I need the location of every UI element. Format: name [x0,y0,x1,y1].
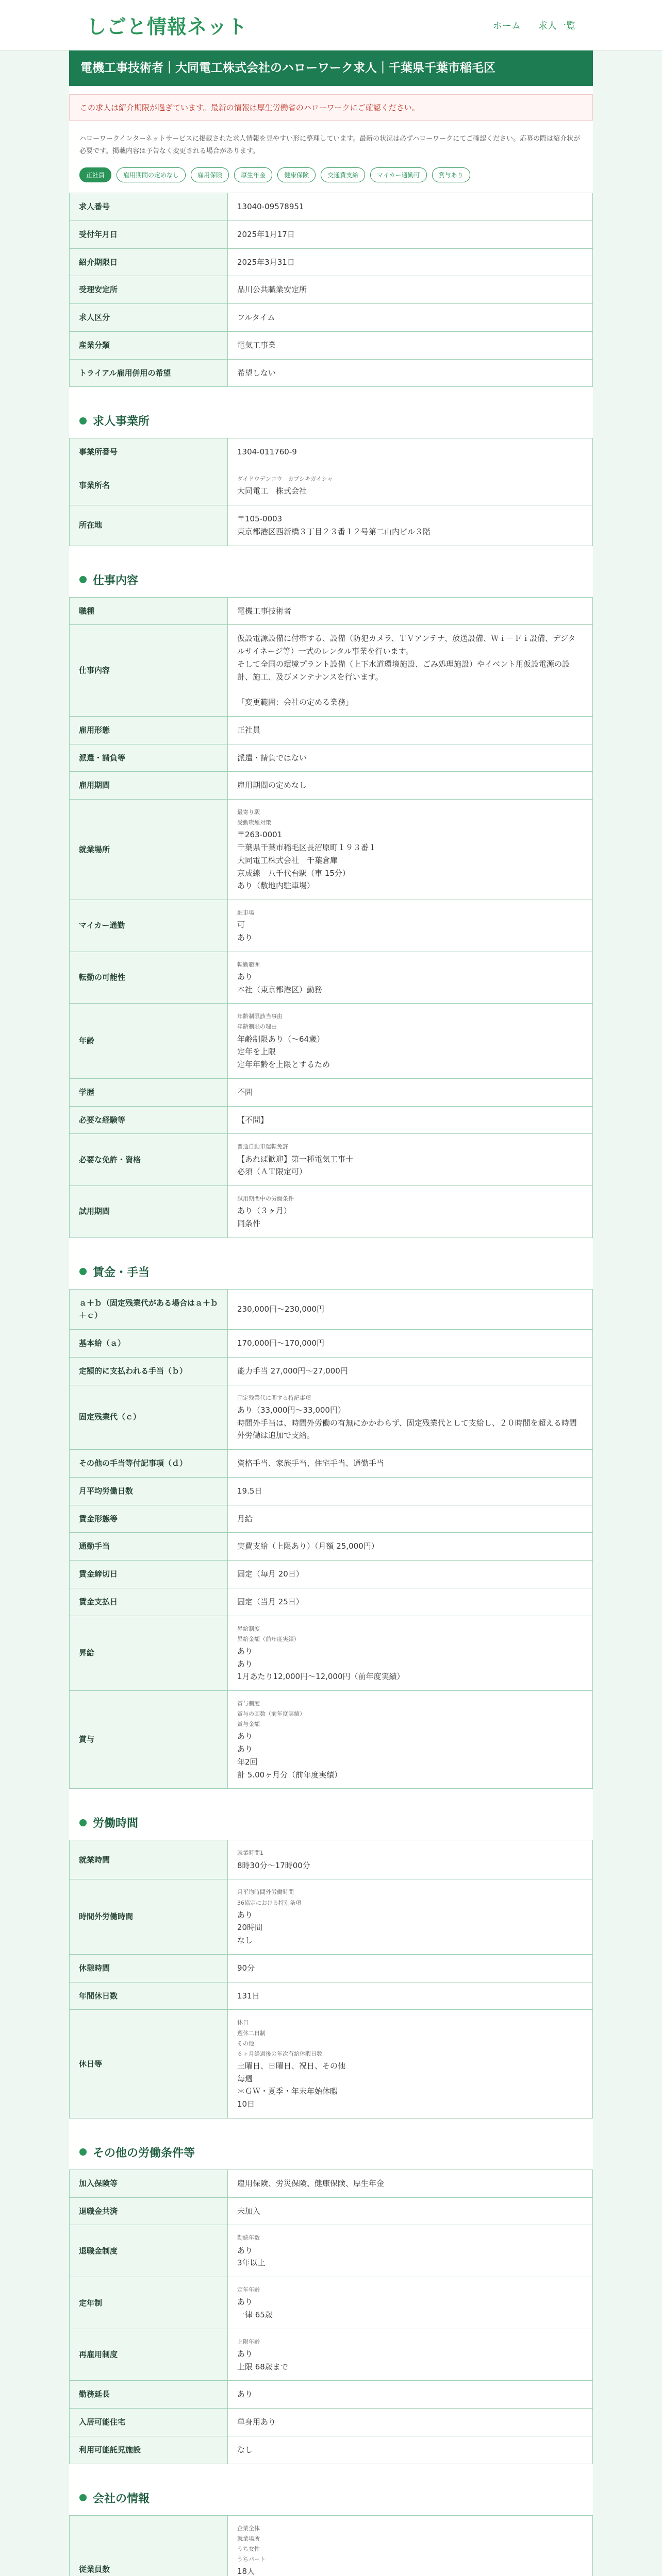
table-row [70,2409,593,2436]
row-value: 能力手当 27,000円〜27,000円 [228,1357,593,1385]
row-label: トライアル雇用併用の希望 [70,359,228,387]
detail-table [69,193,593,387]
bullet-dot-icon [79,2494,87,2501]
row-sublabel: 昇給金額（前年度実績） [237,1635,300,1642]
row-value: フルタイム [228,304,593,332]
table-row [70,359,593,387]
detail-table [69,2515,593,2576]
feature-tag: 雇用保険 [191,167,229,182]
table-row [70,1330,593,1358]
row-sublabel: 普通自動車運転免許 [237,1143,288,1150]
row-sublabel: うちパート [237,2556,266,2563]
bullet-dot-icon [79,1268,87,1275]
table-row [70,193,593,221]
section-heading [69,1252,593,1289]
row-label: 所在地 [70,505,228,546]
table-row [70,1385,593,1449]
section-heading [69,2479,593,2515]
table-row [70,1588,593,1616]
row-label: 紹介期限日 [70,248,228,276]
table-row [70,1691,593,1789]
row-label: 求人番号 [70,193,228,221]
row-value [228,1134,593,1186]
row-label: 求人区分 [70,304,228,332]
row-value [228,1004,593,1079]
row-label: 必要な経験等 [70,1106,228,1134]
row-label: 産業分類 [70,331,228,359]
row-value: 1304-011760-9 [228,438,593,466]
row-sublabel: 最寄り駅 [237,809,260,816]
row-sublabel: 受動喫煙対策 [237,819,271,826]
bullet-dot-icon [79,576,87,583]
row-value: 電気工事業 [228,331,593,359]
row-value-text: 土曜日、日曜日、祝日、その他 毎週 ＊ＧＷ・夏季・年末年始休暇 10日 [237,2061,346,2109]
feature-tag: 雇用期間の定めなし [117,167,186,182]
row-value [228,466,593,505]
table-row [70,2170,593,2197]
feature-tag: 健康保険 [277,167,316,182]
table-row [70,1616,593,1691]
row-sublabel: 36協定における特別条項 [237,1899,301,1906]
table-row [70,1505,593,1533]
nav-home-link[interactable]: ホーム [493,20,521,31]
table-row [70,2225,593,2277]
row-value: 131日 [228,1982,593,2010]
table-row [70,1477,593,1505]
row-value [228,2277,593,2329]
table-row [70,1954,593,1982]
row-sublabel: 定年年齢 [237,2286,260,2294]
table-row [70,248,593,276]
row-value: 希望しない [228,359,593,387]
table-row [70,1134,593,1186]
row-value: 230,000円〜230,000円 [228,1289,593,1330]
bullet-dot-icon [79,1819,87,1826]
table-row [70,276,593,304]
job-section [69,2133,593,2464]
row-label: 加入保険等 [70,2170,228,2197]
row-value: 未加入 [228,2197,593,2225]
row-value-text: あり 3年以上 [237,2245,266,2268]
row-label: 定額的に支払われる手当（ｂ） [70,1357,228,1385]
row-sublabel: 就業時間1 [237,1850,263,1857]
site-logo[interactable]: しごと情報ネット [87,15,248,38]
row-value [228,1879,593,1955]
row-label: マイカー通勤 [70,900,228,952]
row-value-text: 年齢制限あり（～64歳） 定年を上限 定年年齢を上限とするため [237,1034,330,1070]
job-section [69,1252,593,1789]
row-value: 2025年3月31日 [228,248,593,276]
row-label: 職種 [70,597,228,625]
row-value: 雇用保険、労災保険、健康保険、厚生年金 [228,2170,593,2197]
row-sublabel: 上限年齢 [237,2338,260,2345]
table-row [70,2197,593,2225]
row-label: 雇用形態 [70,716,228,744]
row-label: 退職金共済 [70,2197,228,2225]
row-sublabel: 勤続年数 [237,2234,260,2242]
table-row [70,1533,593,1561]
feature-tag: 厚生年金 [234,167,272,182]
row-sublabel: 賞与制度 [237,1700,260,1707]
table-row [70,2515,593,2576]
row-value [228,2515,593,2576]
row-value [228,900,593,952]
detail-table [69,1840,593,2118]
row-value-text: あり 20時間 なし [237,1910,263,1945]
section-title: その他の労働条件等 [93,2146,195,2160]
row-value: 〒105-0003 東京都港区西新橋３丁目２３番１２号第二山内ビル３階 [228,505,593,546]
row-value: 仮設電源設備に付帯する、設備（防犯カメラ、ＴＶアンテナ、放送設備、Ｗｉ－Ｆｉ設備、デジタルサイネージ等）一式のレンタル事業を行います。 そして全国の環境プラント設備（上下水道環境施設、ごみ処理施設）やイベント用仮設電源の設計、施工、及びメンテナンスを行います。 「変更範囲：会社の定める業務」 [228,625,593,717]
row-sublabel: 年齢制限該当事由 [237,1013,283,1020]
row-label: 賞与 [70,1691,228,1789]
row-label: 賃金支払日 [70,1588,228,1616]
row-label: 休日等 [70,2010,228,2119]
table-row [70,2381,593,2409]
row-label: 入居可能住宅 [70,2409,228,2436]
main-content [69,50,593,2576]
row-value: 170,000円〜170,000円 [228,1330,593,1358]
row-value-text: あり 上限 68歳まで [237,2349,288,2371]
table-row [70,466,593,505]
site-header [0,0,662,50]
row-value-text: 8時30分〜17時00分 [237,1860,310,1870]
row-value: 電機工事技術者 [228,597,593,625]
row-value: 資格手当、家族手当、住宅手当、通勤手当 [228,1450,593,1478]
table-row [70,2277,593,2329]
feature-tag: マイカー通勤可 [370,167,426,182]
table-row [70,331,593,359]
row-value [228,2010,593,2119]
table-row [70,1186,593,1238]
row-label: 基本給（ａ） [70,1330,228,1358]
row-value [228,1186,593,1238]
section-heading [69,561,593,597]
row-value-text: あり 一律 65歳 [237,2297,273,2319]
row-label: ａ＋ｂ（固定残業代がある場合はａ＋ｂ＋ｃ） [70,1289,228,1330]
row-value: 19.5日 [228,1477,593,1505]
row-value-text: 〒263-0001 千葉県千葉市稲毛区長沼原町１９３番１ 大同電工株式会社 千葉倉庫 京成線 八千代台駅（車 15分） あり（敷地内駐車場） [237,830,377,891]
table-row [70,2436,593,2464]
feature-tags [69,164,593,193]
job-section [69,401,593,546]
row-sublabel: 月平均時間外労働時間 [237,1889,294,1896]
row-value: 実費支給（上限あり）（月額 25,000円） [228,1533,593,1561]
row-value [228,1616,593,1691]
job-section [69,561,593,1238]
table-row [70,952,593,1004]
row-sublabel: 固定残業代に関する特記事項 [237,1394,311,1401]
row-sublabel: 就業場所 [237,2535,260,2542]
row-label: 時間外労働時間 [70,1879,228,1955]
row-label: 固定残業代（ｃ） [70,1385,228,1449]
row-label: 通勤手当 [70,1533,228,1561]
job-section [69,193,593,387]
section-title: 労働時間 [93,1817,139,1831]
row-label: 就業場所 [70,800,228,900]
table-row [70,1840,593,1879]
table-row [70,2010,593,2119]
row-sublabel: ダイドウデンコウ カブシキガイシャ [237,476,333,483]
table-row [70,221,593,248]
section-heading [69,1803,593,1840]
row-sublabel: その他 [237,2040,254,2047]
table-row [70,1450,593,1478]
row-label: 勤務延長 [70,2381,228,2409]
table-row [70,1879,593,1955]
row-sublabel: ６ヶ月経過後の年次有給休暇日数 [237,2050,322,2057]
table-row [70,800,593,900]
row-value-text: あり 本社（東京都港区）勤務 [237,972,323,994]
row-value: 正社員 [228,716,593,744]
table-row [70,744,593,772]
row-label: 受付年月日 [70,221,228,248]
table-row [70,597,593,625]
table-row [70,1982,593,2010]
expired-alert: この求人は紹介期限が過ぎています。最新の情報は厚生労働省のハローワークにご確認ください。 [69,94,593,121]
row-value [228,800,593,900]
row-value: 単身用あり [228,2409,593,2436]
row-value: 2025年1月17日 [228,221,593,248]
row-label: 利用可能託児施設 [70,2436,228,2464]
row-sublabel: 転勤範囲 [237,961,260,968]
row-label: 受理安定所 [70,276,228,304]
row-label: 事業所名 [70,466,228,505]
row-sublabel: 賞与の回数（前年度実績） [237,1710,305,1718]
table-row [70,900,593,952]
row-label: 事業所番号 [70,438,228,466]
feature-tag: 交通費支給 [321,167,365,182]
row-label: 必要な免許・資格 [70,1134,228,1186]
row-value: あり [228,2381,593,2409]
job-sections [69,193,593,2576]
row-value [228,952,593,1004]
row-sublabel: 週休二日制 [237,2029,266,2037]
row-label: 派遣・請負等 [70,744,228,772]
row-value: 13040-09578951 [228,193,593,221]
row-value-text: 18人 [237,2567,255,2576]
row-label: 退職金制度 [70,2225,228,2277]
row-value: 【不問】 [228,1106,593,1134]
section-title: 仕事内容 [93,574,139,587]
row-value [228,1385,593,1449]
row-value: 派遣・請負ではない [228,744,593,772]
row-value: 雇用期間の定めなし [228,772,593,800]
row-label: 就業時間 [70,1840,228,1879]
table-row [70,438,593,466]
bullet-dot-icon [79,417,87,425]
row-label: 従業員数 [70,2515,228,2576]
table-row [70,304,593,332]
row-value: 月給 [228,1505,593,1533]
row-value: 不問 [228,1078,593,1106]
table-row [70,505,593,546]
row-label: 年齢 [70,1004,228,1079]
row-value: 固定（当月 25日） [228,1588,593,1616]
row-value-text: あり（33,000円〜33,000円） 時間外手当は、時間外労働の有無にかかわらず、固定残業代として支給し、２０時間を超える時間外労働は追加で支給。 [237,1405,577,1440]
row-sublabel: 駐車場 [237,909,254,917]
row-label: 学歴 [70,1078,228,1106]
nav-job-list-link[interactable]: 求人一覧 [538,20,575,31]
table-row [70,716,593,744]
row-label: 年間休日数 [70,1982,228,2010]
row-label: 月平均労働日数 [70,1477,228,1505]
table-row [70,1078,593,1106]
detail-table [69,597,593,1238]
row-label: 賃金締切日 [70,1561,228,1588]
row-label: 休憩時間 [70,1954,228,1982]
row-label: 賃金形態等 [70,1505,228,1533]
row-sublabel: 企業全体 [237,2524,260,2532]
row-value: 品川公共職業安定所 [228,276,593,304]
row-label: 定年制 [70,2277,228,2329]
table-row [70,1004,593,1079]
row-value [228,1840,593,1879]
section-title: 求人事業所 [93,415,150,429]
table-row [70,1561,593,1588]
section-heading [69,2133,593,2170]
row-value [228,2329,593,2381]
row-label: 再雇用制度 [70,2329,228,2381]
table-row [70,772,593,800]
section-title: 会社の情報 [93,2492,150,2505]
row-sublabel: 賞与金額 [237,1721,260,1728]
main-nav [493,19,662,32]
row-value-text: あり（３ヶ月） 同条件 [237,1206,292,1228]
row-value [228,2225,593,2277]
row-value-text: あり あり 年2回 計 5.00ヶ月分（前年度実績） [237,1732,342,1780]
row-label: 試用期間 [70,1186,228,1238]
row-label: 仕事内容 [70,625,228,717]
detail-table [69,438,593,546]
row-sublabel: 昇給制度 [237,1625,260,1632]
table-row [70,2329,593,2381]
detail-table [69,2170,593,2464]
row-value-text: 可 あり [237,920,253,942]
row-sublabel: 年齢制限の理由 [237,1023,277,1030]
row-label: その他の手当等付記事項（ｄ） [70,1450,228,1478]
row-value-text: あり あり 1月あたり12,000円〜12,000円（前年度実績） [237,1646,405,1682]
row-label: 雇用期間 [70,772,228,800]
feature-tag: 賞与あり [432,167,470,182]
row-sublabel: 休日 [237,2019,249,2026]
table-row [70,1289,593,1330]
table-row [70,1106,593,1134]
row-value: 固定（毎月 20日） [228,1561,593,1588]
feature-tag: 正社員 [79,167,111,182]
page-title: 電機工事技術者｜大同電工株式会社のハローワーク求人｜千葉県千葉市稲毛区 [69,50,593,86]
row-value [228,1691,593,1789]
bullet-dot-icon [79,2148,87,2156]
row-label: 昇給 [70,1616,228,1691]
detail-table [69,1289,593,1789]
section-heading [69,401,593,438]
table-row [70,1357,593,1385]
row-sublabel: 試用期間中の労働条件 [237,1195,294,1202]
row-value-text: 大同電工 株式会社 [237,486,307,496]
row-sublabel: うち女性 [237,2545,260,2552]
table-row [70,625,593,717]
row-value-text: 【あれば歓迎】第一種電気工事士 必須（ＡＴ限定可） [237,1154,354,1177]
row-value: 90分 [228,1954,593,1982]
section-title: 賃金・手当 [93,1266,150,1279]
row-value: なし [228,2436,593,2464]
job-section [69,2479,593,2576]
intro-text: ハローワークインターネットサービスに掲載された求人情報を見やすい形に整理しています。最新の状況は必ずハローワークにてご確認ください。応募の際は紹介状が必要です。掲載内容は予告なく変更される場合があります。 [79,135,581,155]
job-section [69,1803,593,2118]
row-label: 転勤の可能性 [70,952,228,1004]
